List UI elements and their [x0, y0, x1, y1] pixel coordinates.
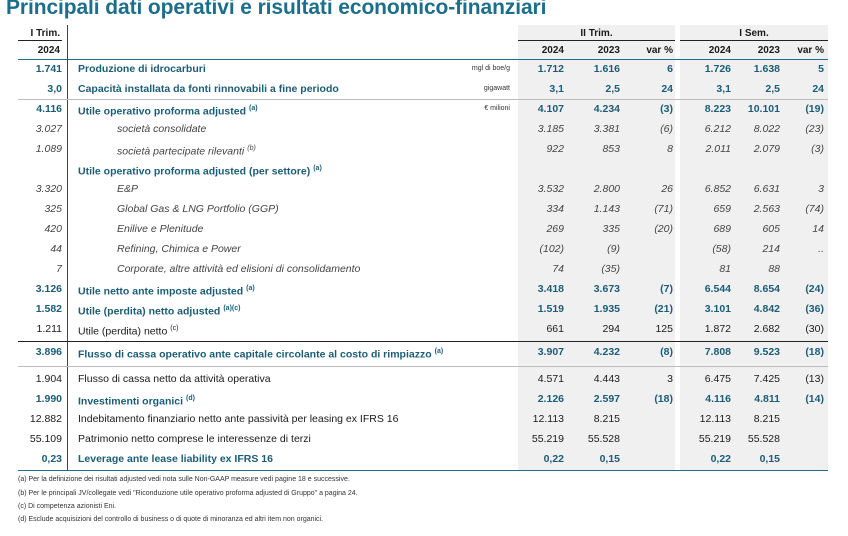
footnote-d: (d) Esclude acquisizioni del controllo di business o di quote di minoranza ed altri item non organici.	[18, 516, 324, 523]
h1-2024-value: 0,22	[710, 453, 731, 465]
q2-var-value: 24	[661, 83, 673, 95]
h1-2024-value: 4.116	[705, 393, 731, 405]
q2-2023-value: 1.143	[593, 203, 620, 215]
q2-2024-value: 922	[546, 143, 564, 155]
h1-2023-value: 88	[768, 263, 780, 275]
q2-2023-value: 2.597	[593, 393, 620, 405]
h1-var-value: (36)	[805, 303, 824, 315]
q2-2023-value: 294	[602, 323, 620, 335]
q2-2023-value: 2.800	[593, 183, 620, 195]
q2-2023-value: 3.381	[593, 123, 620, 135]
row-label: Produzione di idrocarburi	[78, 63, 206, 75]
q2-2024-value: 0,22	[543, 453, 564, 465]
q2-2024-value: 3.532	[537, 183, 564, 195]
h1-2024-value: 659	[713, 203, 731, 215]
q1-2024-value: 1.211	[36, 323, 62, 335]
q1-2024-value: 420	[44, 223, 62, 235]
h1-2024-value: 1.726	[704, 63, 731, 75]
q2-2024-value: 4.107	[537, 103, 564, 115]
q2-2023-value: 4.232	[593, 346, 620, 358]
q2-2023-value: 3.673	[593, 283, 620, 295]
q2-col-2023: 2023	[597, 45, 620, 56]
footnote-ref: (a)	[246, 285, 255, 292]
q2-2024-value: 3.418	[537, 283, 564, 295]
h1-2023-value: 8.022	[753, 123, 780, 135]
h1-2023-value: 9.523	[753, 346, 780, 358]
h1-var-value: (14)	[805, 393, 824, 405]
row-label-text: Utile operativo proforma adjusted	[78, 105, 247, 118]
h1-2023-value: 2.682	[753, 323, 780, 335]
footnote-ref: (a)	[313, 165, 322, 172]
h1-2024-value: 6.852	[704, 183, 731, 195]
q2-2023-value: 853	[602, 143, 620, 155]
q2-2023-value: (9)	[607, 243, 620, 255]
h1-2023-value: 6.631	[753, 183, 780, 195]
q2-2024-value: 1.712	[537, 63, 564, 75]
q1-2024-value: 7	[56, 263, 62, 275]
q2-var-value: (21)	[654, 303, 673, 315]
q2-var-value: (3)	[660, 103, 673, 115]
q2-var-value: (7)	[660, 283, 673, 295]
q2-var-value: (20)	[654, 223, 673, 235]
h1-var-value: (30)	[805, 323, 824, 335]
row-label-text: Investimenti organici	[78, 395, 184, 408]
unit-label: € milioni	[484, 105, 510, 112]
h1-2024-value: 689	[713, 223, 731, 235]
h1-2023-value: 55.528	[747, 433, 780, 445]
q2-2024-value: 12.113	[532, 413, 564, 425]
h1-2023-value: 2,5	[765, 83, 780, 95]
h1-col-var: var %	[797, 45, 824, 56]
q2-2024-value: 269	[546, 223, 564, 235]
h1-col-2023: 2023	[757, 45, 780, 56]
h1-2023-value: 2.079	[753, 143, 780, 155]
row-label: Refining, Chimica e Power	[117, 243, 241, 255]
h1-2024-value: 6.544	[704, 283, 731, 295]
q2-2023-value: 55.528	[587, 433, 620, 445]
row-label: Patrimonio netto comprese le interessenze di terzi	[78, 433, 311, 445]
h1-2024-value: 8.223	[704, 103, 731, 115]
h1-var-value: 3	[818, 183, 824, 195]
q1-2024-value: 325	[44, 203, 62, 215]
h1-2023-value: 8.654	[753, 283, 780, 295]
h1-var-value: (23)	[805, 123, 824, 135]
row-label	[78, 319, 178, 342]
q1-header-line1: I Trim.	[30, 28, 60, 39]
q2-2023-value: 1.616	[593, 63, 620, 75]
q1-2024-value: 1.741	[35, 63, 62, 75]
q2-col-var: var %	[646, 45, 673, 56]
footnote-ref: (d)	[186, 395, 195, 402]
q1-2024-value: 4.116	[36, 103, 62, 115]
h1-2024-value: 6.475	[704, 373, 731, 385]
q2-2024-value: 3,1	[549, 83, 564, 95]
q2-var-value: 3	[667, 373, 673, 385]
q2-2024-value: 3.185	[537, 123, 564, 135]
q2-2023-value: 8.215	[593, 413, 620, 425]
h1-var-value: (18)	[805, 346, 824, 358]
h1-2023-value: 4.842	[753, 303, 780, 315]
h1-2023-value: 214	[762, 243, 780, 255]
q1-2024-value: 1.089	[35, 143, 62, 155]
row-separator	[18, 366, 828, 367]
q2-var-value: 26	[661, 183, 673, 195]
q2-2024-value: 3.907	[537, 346, 564, 358]
h1-2023-value: 10.101	[747, 103, 780, 115]
footnote-ref: (b)	[247, 145, 256, 152]
q2-var-value: 6	[667, 63, 673, 75]
footnote-c: (c) Di competenza azionisti Eni.	[18, 503, 117, 510]
footnote-ref: (c)	[170, 325, 179, 332]
footnote-ref: (a)	[434, 348, 444, 355]
q2-var-value: 8	[667, 143, 673, 155]
header-top-rule-q1	[18, 40, 62, 41]
row-label	[78, 159, 322, 182]
h1-2023-value: 1.638	[753, 63, 780, 75]
h1-var-value: 5	[818, 63, 824, 75]
q2-col-2024: 2024	[541, 45, 564, 56]
footnote-b: (b) Per le principali JV/collegate vedi "Riconduzione utile operativo proforma adjusted di Gruppo" a pagina 24.	[18, 490, 358, 497]
q2-var-value: (71)	[654, 203, 673, 215]
q1-2024-value: 3.027	[35, 123, 62, 135]
h1-2023-value: 0,15	[759, 453, 780, 465]
row-label: Indebitamento finanziario netto ante passività per leasing ex IFRS 16	[78, 413, 399, 425]
q2-2023-value: (35)	[601, 263, 620, 275]
q1-2024-value: 1.582	[35, 303, 62, 315]
q2-2024-value: 74	[552, 263, 564, 275]
h1-var-value: ..	[818, 243, 824, 255]
q2-2024-value: 2.126	[537, 393, 564, 405]
q2-2024-value: (102)	[539, 243, 564, 255]
header-top-rule-q2	[518, 40, 675, 41]
q1-2024-value: 3,0	[47, 83, 62, 95]
unit-label: mgl di boe/g	[471, 65, 510, 72]
q1-2024-value: 1.990	[35, 393, 62, 405]
q1-2024-value: 0,23	[41, 453, 62, 465]
footnote-ref: (a)(c)	[223, 305, 241, 312]
h1-2024-value: (58)	[712, 243, 731, 255]
q1-header-line2: 2024	[37, 45, 60, 56]
table-bottom-rule	[18, 470, 828, 471]
row-label-text: Utile (perdita) netto adjusted	[78, 305, 221, 318]
h1-2023-value: 605	[762, 223, 780, 235]
unit-label: gigawatt	[483, 85, 510, 92]
h1-2024-value: 2.011	[705, 143, 731, 155]
row-label: Global Gas & LNG Portfolio (GGP)	[117, 203, 279, 215]
h1-var-value: (24)	[805, 283, 824, 295]
q2-var-value: 125	[655, 323, 673, 335]
q2-2023-value: 335	[602, 223, 620, 235]
q1-2024-value: 1.904	[35, 373, 62, 385]
q2-group-header: II Trim.	[580, 28, 613, 39]
q2-2023-value: 1.935	[593, 303, 620, 315]
row-label-text: Utile netto ante imposte adjusted	[78, 285, 244, 298]
h1-var-value: (3)	[811, 143, 824, 155]
q2-2023-value: 0,15	[599, 453, 620, 465]
q1-2024-value: 3.896	[35, 346, 62, 358]
q2-var-value: (18)	[654, 393, 673, 405]
q2-2023-value: 4.234	[593, 103, 620, 115]
q2-2024-value: 55.219	[531, 433, 564, 445]
row-label-text: Utile (perdita) netto	[78, 325, 168, 338]
q1-2024-value: 3.126	[35, 283, 62, 295]
header-top-rule-h1	[680, 40, 828, 41]
h1-2023-value: 8.215	[753, 413, 780, 425]
row-label: società consolidate	[117, 123, 207, 135]
h1-var-value: (74)	[805, 203, 824, 215]
row-label: Corporate, altre attività ed elisioni di consolidamento	[117, 263, 361, 275]
h1-col-2024: 2024	[708, 45, 731, 56]
q2-var-value: (8)	[660, 346, 673, 358]
q2-var-value: (6)	[660, 123, 673, 135]
h1-2023-value: 7.425	[753, 373, 780, 385]
q1-column-divider	[67, 25, 68, 471]
footnote-ref: (a)	[249, 105, 258, 112]
h1-2024-value: 6.212	[704, 123, 731, 135]
q1-2024-value: 12.882	[29, 413, 62, 425]
row-label	[78, 342, 443, 365]
row-label-text: Flusso di cassa operativo ante capitale circolante al costo di rimpiazzo	[78, 348, 432, 361]
row-label-text: società partecipate rilevanti	[117, 145, 245, 158]
h1-2024-value: 3.101	[704, 303, 731, 315]
h1-2023-value: 2.563	[753, 203, 780, 215]
h1-2023-value: 4.811	[754, 393, 780, 405]
h1-var-value: (13)	[805, 373, 824, 385]
row-label: Flusso di cassa netto da attività operativa	[78, 373, 271, 385]
q2-2024-value: 4.571	[537, 373, 564, 385]
q2-2024-value: 661	[546, 323, 564, 335]
footnote-a: (a) Per la definizione dei risultati adjusted vedi nota sulle Non-GAAP measure vedi pagine 18 e successive.	[18, 476, 350, 483]
q2-2024-value: 334	[546, 203, 564, 215]
row-label: Leverage ante lease liability ex IFRS 16	[78, 453, 273, 465]
row-label-text: Utile operativo proforma adjusted (per settore)	[78, 165, 311, 178]
h1-group-header: I Sem.	[739, 28, 769, 39]
h1-2024-value: 3,1	[716, 83, 731, 95]
h1-var-value: (19)	[805, 103, 824, 115]
page-title: Principali dati operativi e risultati economico-finanziari	[6, 0, 547, 19]
row-label: Enilive e Plenitude	[117, 223, 204, 235]
h1-var-value: 24	[812, 83, 824, 95]
h1-var-value: 14	[812, 223, 824, 235]
q1-2024-value: 55.109	[29, 433, 62, 445]
q2-2023-value: 2,5	[605, 83, 620, 95]
q1-2024-value: 44	[50, 243, 62, 255]
h1-2024-value: 81	[719, 263, 731, 275]
q2-2023-value: 4.443	[593, 373, 620, 385]
q1-2024-value: 3.320	[35, 183, 62, 195]
q2-2024-value: 1.519	[537, 303, 564, 315]
h1-2024-value: 7.808	[704, 346, 731, 358]
h1-2024-value: 55.219	[698, 433, 731, 445]
h1-2024-value: 1.872	[704, 323, 731, 335]
row-label: Capacità installata da fonti rinnovabili a fine periodo	[78, 83, 339, 95]
row-label: E&P	[117, 183, 139, 195]
h1-2024-value: 12.113	[699, 413, 731, 425]
